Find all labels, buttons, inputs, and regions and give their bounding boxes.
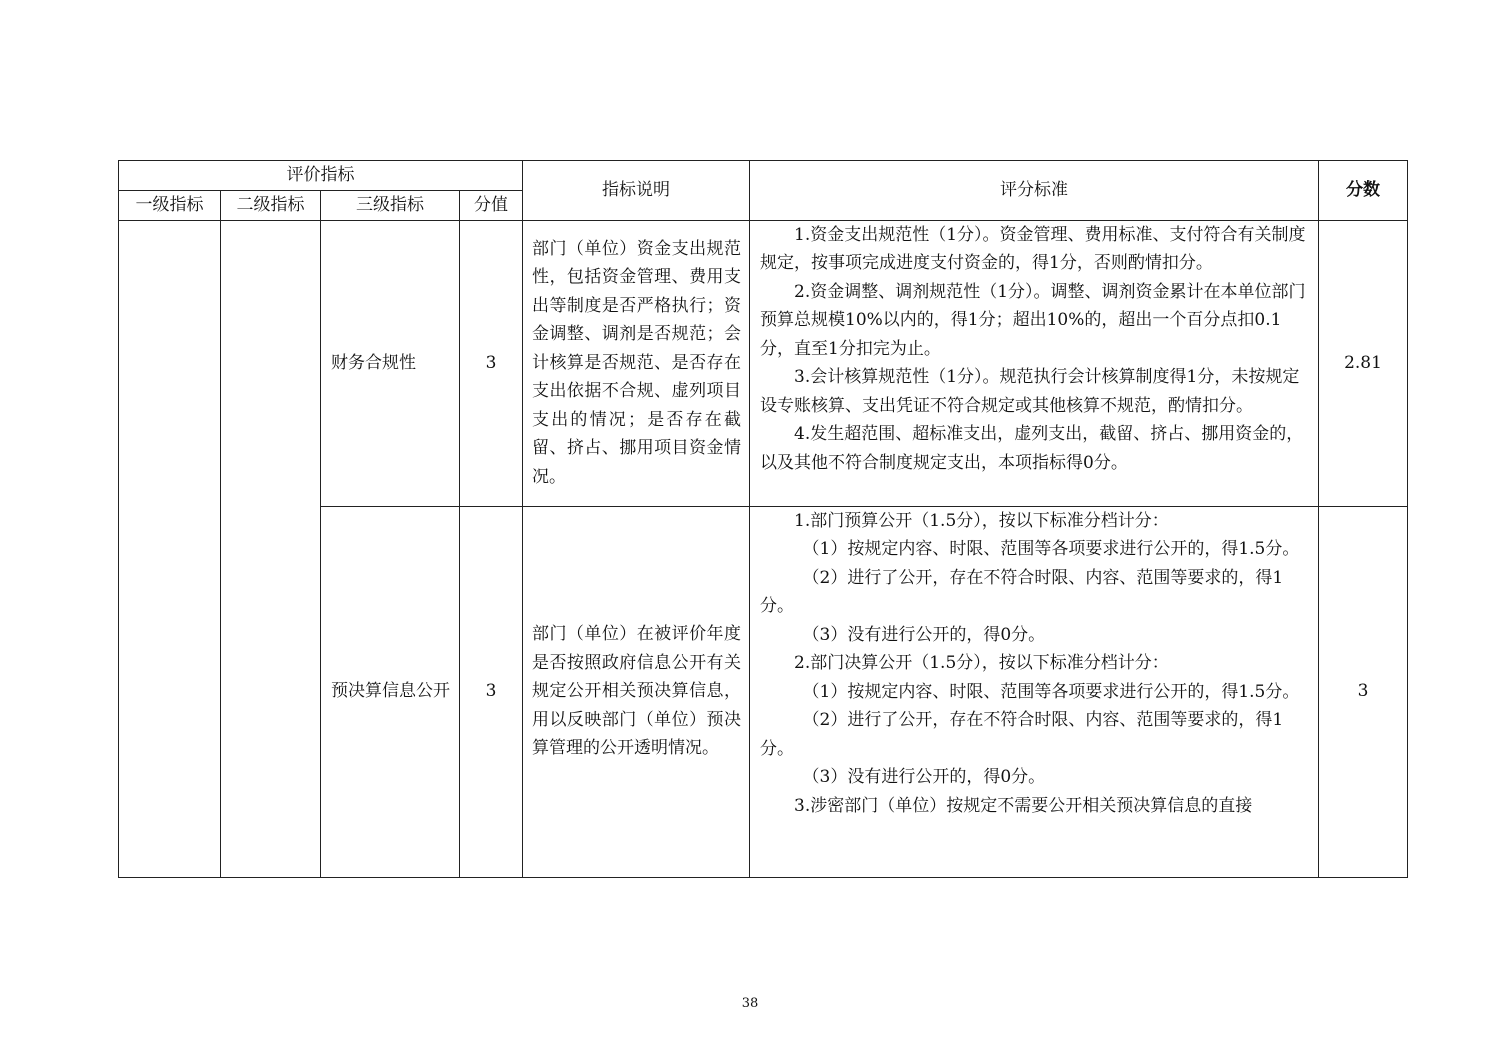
level2-cell bbox=[221, 220, 321, 877]
criteria-line: （1）按规定内容、时限、范围等各项要求进行公开的，得1.5分。 bbox=[802, 681, 1300, 702]
header-value: 分值 bbox=[460, 190, 523, 220]
table-row bbox=[119, 220, 1408, 506]
criteria-line: 3.会计核算规范性（1分）。规范执行会计核算制度得1分，未按规定设专账核算、支出凭证不符合规定或其他核算不规范，酌情扣分。 bbox=[760, 367, 1300, 416]
page-number: 38 bbox=[741, 996, 759, 1011]
criteria-line: 2.资金调整、调剂规范性（1分）。调整、调剂资金累计在本单位部门预算总规模10%以内的，得1分；超出10%的，超出一个百分点扣0.1分，直至1分扣完为止。 bbox=[760, 281, 1306, 359]
header-level3: 三级指标 bbox=[321, 190, 460, 220]
criteria-line: （3）没有进行公开的，得0分。 bbox=[802, 767, 1046, 787]
criteria-line: （2）进行了公开，存在不符合时限、内容、范围等要求的，得1分。 bbox=[760, 567, 1284, 616]
header-group-title: 评价指标 bbox=[119, 161, 523, 191]
header-level1: 一级指标 bbox=[119, 190, 221, 220]
level3-cell: 财务合规性 bbox=[321, 220, 460, 506]
criteria-cell bbox=[750, 506, 1319, 877]
header-score: 分数 bbox=[1319, 161, 1408, 221]
score-cell: 2.81 bbox=[1319, 220, 1408, 506]
evaluation-table bbox=[118, 160, 1408, 878]
description-cell: 部门（单位）资金支出规范性，包括资金管理、费用支出等制度是否严格执行；资金调整、调剂是否规范；会计核算是否规范、是否存在支出依据不合规、虚列项目支出的情况；是否存在截留、挤占、挪用项目资金情况。 bbox=[523, 220, 750, 506]
score-cell: 3 bbox=[1319, 506, 1408, 877]
criteria-cell bbox=[750, 220, 1319, 506]
header-level2: 二级指标 bbox=[221, 190, 321, 220]
criteria-line: 3.涉密部门（单位）按规定不需要公开相关预决算信息的直接 bbox=[794, 795, 1253, 816]
level3-cell: 预决算信息公开 bbox=[321, 506, 460, 877]
criteria-line: 2.部门决算公开（1.5分），按以下标准分档计分： bbox=[794, 653, 1169, 673]
criteria-line: （1）按规定内容、时限、范围等各项要求进行公开的，得1.5分。 bbox=[802, 539, 1300, 559]
criteria-line: 1.部门预算公开（1.5分），按以下标准分档计分： bbox=[794, 510, 1169, 531]
value-cell: 3 bbox=[460, 220, 523, 506]
value-cell: 3 bbox=[460, 506, 523, 877]
level1-cell bbox=[119, 220, 221, 877]
criteria-line: （3）没有进行公开的，得0分。 bbox=[802, 624, 1046, 645]
header-description: 指标说明 bbox=[523, 161, 750, 221]
criteria-line: 1.资金支出规范性（1分）。资金管理、费用标准、支付符合有关制度规定，按事项完成进度支付资金的，得1分，否则酌情扣分。 bbox=[760, 224, 1306, 273]
description-cell: 部门（单位）在被评价年度是否按照政府信息公开有关规定公开相关预决算信息，用以反映部门（单位）预决算管理的公开透明情况。 bbox=[523, 506, 750, 877]
criteria-line: （2）进行了公开，存在不符合时限、内容、范围等要求的，得1分。 bbox=[760, 710, 1284, 759]
header-criteria: 评分标准 bbox=[750, 161, 1319, 221]
criteria-line: 4.发生超范围、超标准支出，虚列支出，截留、挤占、挪用资金的，以及其他不符合制度规定支出，本项指标得0分。 bbox=[760, 424, 1304, 473]
